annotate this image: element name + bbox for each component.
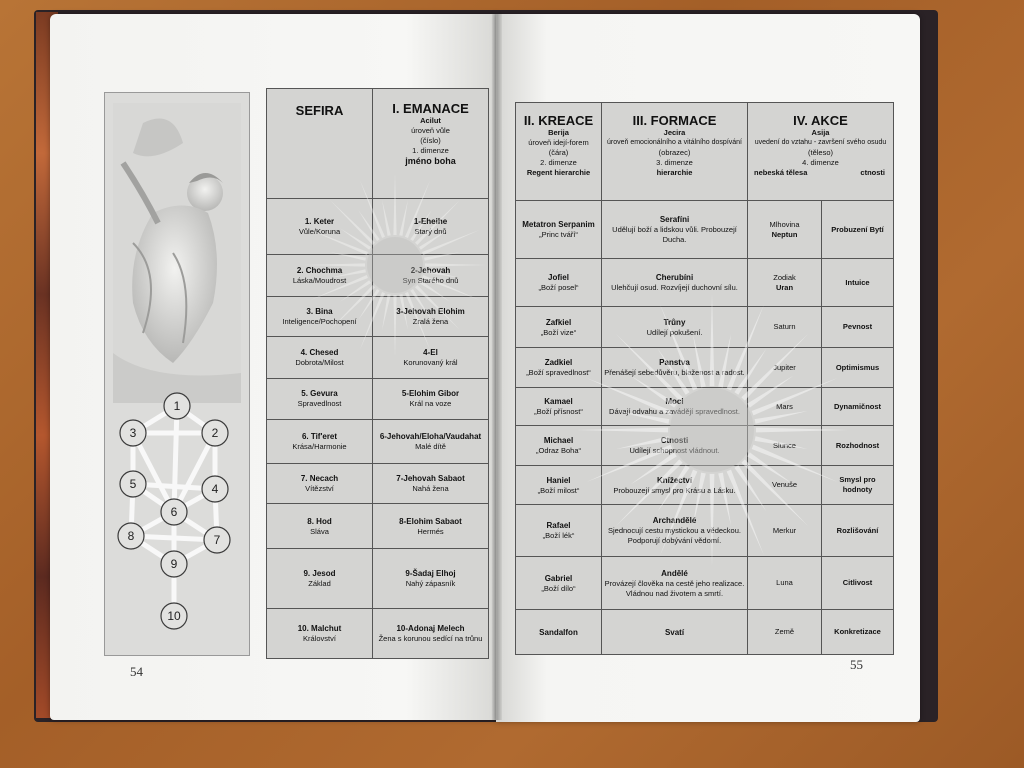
hierarchy-row xyxy=(516,201,894,259)
kreace-cell: Kamael „Boží přísnost“ xyxy=(516,388,602,426)
teleso-cell: Luna xyxy=(748,557,822,610)
emanace-cell: 4-El Korunovaný král xyxy=(373,337,489,379)
teleso-cell: Mlhovina Neptun xyxy=(748,201,822,259)
sefira-row xyxy=(267,254,489,296)
sefira-row xyxy=(267,463,489,504)
formace-cell: Serafíni Udělují boží a lidskou vůli. Probouzejí Ducha. xyxy=(602,201,748,259)
sefira-row xyxy=(267,296,489,337)
hierarchy-row xyxy=(516,557,894,610)
tree-label-5: 5 xyxy=(129,477,137,491)
ctnost-cell: Smysl pro hodnoty xyxy=(822,466,894,505)
teleso-cell: Slunce xyxy=(748,426,822,466)
emanace-cell: 2-Jehovah Syn Starého dnů xyxy=(373,254,489,296)
formace-header: III. FORMACE Jecira úroveň emocionálního a vitálního dospívání (obrazec) 3. dimenze hierarchie xyxy=(602,103,748,201)
akce-subheader-ctnosti: ctnosti xyxy=(860,168,885,177)
sefira-cell: 5. Gevura Spravedlnost xyxy=(267,379,373,420)
sefira-cell: 2. Chochma Láska/Moudrost xyxy=(267,254,373,296)
emanace-cell: 8-Elohim Sabaot Hermés xyxy=(373,504,489,549)
teleso-cell: Jupiter xyxy=(748,348,822,388)
kreace-cell: Metatron Serpanim „Princ tváří“ xyxy=(516,201,602,259)
hierarchy-row xyxy=(516,610,894,655)
page-number-left: 54 xyxy=(130,664,143,679)
sefira-cell: 9. Jesod Základ xyxy=(267,548,373,608)
hierarchy-row xyxy=(516,426,894,466)
tree-label-6: 6 xyxy=(170,505,178,519)
ctnost-cell: Intuice xyxy=(822,259,894,307)
hierarchy-row xyxy=(516,505,894,557)
ctnost-cell: Rozlišování xyxy=(822,505,894,557)
kreace-cell: Zadkiel „Boží spravedlnost“ xyxy=(516,348,602,388)
sefira-row xyxy=(267,504,489,549)
formace-cell: Knížectví Probouzejí smysl pro Krásu a Lásku. xyxy=(602,466,748,505)
tree-label-7: 7 xyxy=(213,533,221,547)
sefira-cell: 7. Necach Vítězství xyxy=(267,463,373,504)
tree-label-10: 10 xyxy=(167,609,181,623)
tree-label-3: 3 xyxy=(129,426,137,440)
kreace-cell: Sandalfon xyxy=(516,610,602,655)
emanace-cell: 9-Šadaj Elhoj Nahý zápasník xyxy=(373,548,489,608)
formace-cell: Ctnosti Udílejí schopnost vládnout. xyxy=(602,426,748,466)
page-number-right: 55 xyxy=(850,657,863,672)
formace-cell: Panstva Přenášejí sebedůvěru, blaženost a radost. xyxy=(602,348,748,388)
hierarchy-row xyxy=(516,307,894,348)
sefira-cell: 10. Malchut Království xyxy=(267,609,373,659)
sefira-row xyxy=(267,609,489,659)
akce-header: IV. AKCE Asija uvedení do vztahu - završení svého osudu (těleso) 4. dimenze nebeská tělesa ctnosti xyxy=(748,103,894,201)
ctnost-cell: Rozhodnost xyxy=(822,426,894,466)
sefira-cell: 1. Keter Vůle/Koruna xyxy=(267,198,373,254)
teleso-cell: Zodiak Uran xyxy=(748,259,822,307)
ctnost-cell: Probuzení Bytí xyxy=(822,201,894,259)
tree-label-1: 1 xyxy=(173,399,181,413)
tree-of-life-diagram xyxy=(105,93,249,655)
kreace-cell: Gabriel „Boží dílo“ xyxy=(516,557,602,610)
sefira-cell: 6. Tif'eret Krása/Harmonie xyxy=(267,419,373,463)
hierarchy-row xyxy=(516,388,894,426)
tree-label-4: 4 xyxy=(211,482,219,496)
ctnost-cell: Dynamičnost xyxy=(822,388,894,426)
kreace-formace-akce-table xyxy=(515,102,894,655)
sefira-emanace-table xyxy=(266,88,489,659)
angel-tree-illustration xyxy=(104,92,250,656)
kreace-cell: Zafkiel „Boží vize“ xyxy=(516,307,602,348)
tree-label-2: 2 xyxy=(211,426,219,440)
sefira-row xyxy=(267,548,489,608)
emanace-cell: 3-Jehovah Elohim Zralá žena xyxy=(373,296,489,337)
kreace-cell: Haniel „Boží milost“ xyxy=(516,466,602,505)
tree-label-9: 9 xyxy=(170,557,178,571)
book-gutter xyxy=(492,14,502,720)
formace-cell: Cherubíni Ulehčují osud. Rozvíjejí duchovní sílu. xyxy=(602,259,748,307)
tree-label-8: 8 xyxy=(127,529,135,543)
emanace-cell: 1-Eheihe Starý dnů xyxy=(373,198,489,254)
sefira-row xyxy=(267,198,489,254)
right-table-header-row xyxy=(516,103,894,201)
sefira-row xyxy=(267,337,489,379)
sefira-cell: 8. Hod Sláva xyxy=(267,504,373,549)
formace-cell: Andělé Provázejí člověka na cestě jeho realizace. Vládnou nad životem a smrtí. xyxy=(602,557,748,610)
sefira-header: SEFIRA xyxy=(267,89,373,199)
teleso-cell: Země xyxy=(748,610,822,655)
sefira-cell: 4. Chesed Dobrota/Milost xyxy=(267,337,373,379)
emanace-cell: 6-Jehovah/Eloha/Vaudahat Malé dítě xyxy=(373,419,489,463)
formace-cell: Svatí xyxy=(602,610,748,655)
teleso-cell: Merkur xyxy=(748,505,822,557)
emanace-header: I. EMANACE Acilut úroveň vůle (číslo) 1. dimenze jméno boha xyxy=(373,89,489,199)
teleso-cell: Saturn xyxy=(748,307,822,348)
hierarchy-row xyxy=(516,466,894,505)
kreace-cell: Michael „Odraz Boha“ xyxy=(516,426,602,466)
ctnost-cell: Citlivost xyxy=(822,557,894,610)
formace-cell: Moci Dávají odvahu a zavádějí spravedlnost. xyxy=(602,388,748,426)
kreace-cell: Rafael „Boží lék“ xyxy=(516,505,602,557)
emanace-cell: 7-Jehovah Sabaot Nahá žena xyxy=(373,463,489,504)
teleso-cell: Mars xyxy=(748,388,822,426)
kreace-cell: Jofiel „Boží posel“ xyxy=(516,259,602,307)
ctnost-cell: Konkretizace xyxy=(822,610,894,655)
formace-cell: Archandělé Sjednocují cestu mystickou a vědeckou. Podporují dobývání vědomí. xyxy=(602,505,748,557)
akce-subheader-telesa: nebeská tělesa xyxy=(754,168,808,177)
emanace-cell: 5-Elohim Gibor Král na voze xyxy=(373,379,489,420)
kreace-header: II. KREACE Berija úroveň idejí-forem (čára) 2. dimenze Regent hierarchie xyxy=(516,103,602,201)
hierarchy-row xyxy=(516,348,894,388)
emanace-cell: 10-Adonaj Melech Žena s korunou sedící na trůnu xyxy=(373,609,489,659)
hierarchy-row xyxy=(516,259,894,307)
sefira-row xyxy=(267,379,489,420)
teleso-cell: Venuše xyxy=(748,466,822,505)
sefira-row xyxy=(267,419,489,463)
formace-cell: Trůny Udílejí pokušení. xyxy=(602,307,748,348)
left-table-header-row xyxy=(267,89,489,199)
ctnost-cell: Pevnost xyxy=(822,307,894,348)
sefira-cell: 3. Bina Inteligence/Pochopení xyxy=(267,296,373,337)
ctnost-cell: Optimismus xyxy=(822,348,894,388)
